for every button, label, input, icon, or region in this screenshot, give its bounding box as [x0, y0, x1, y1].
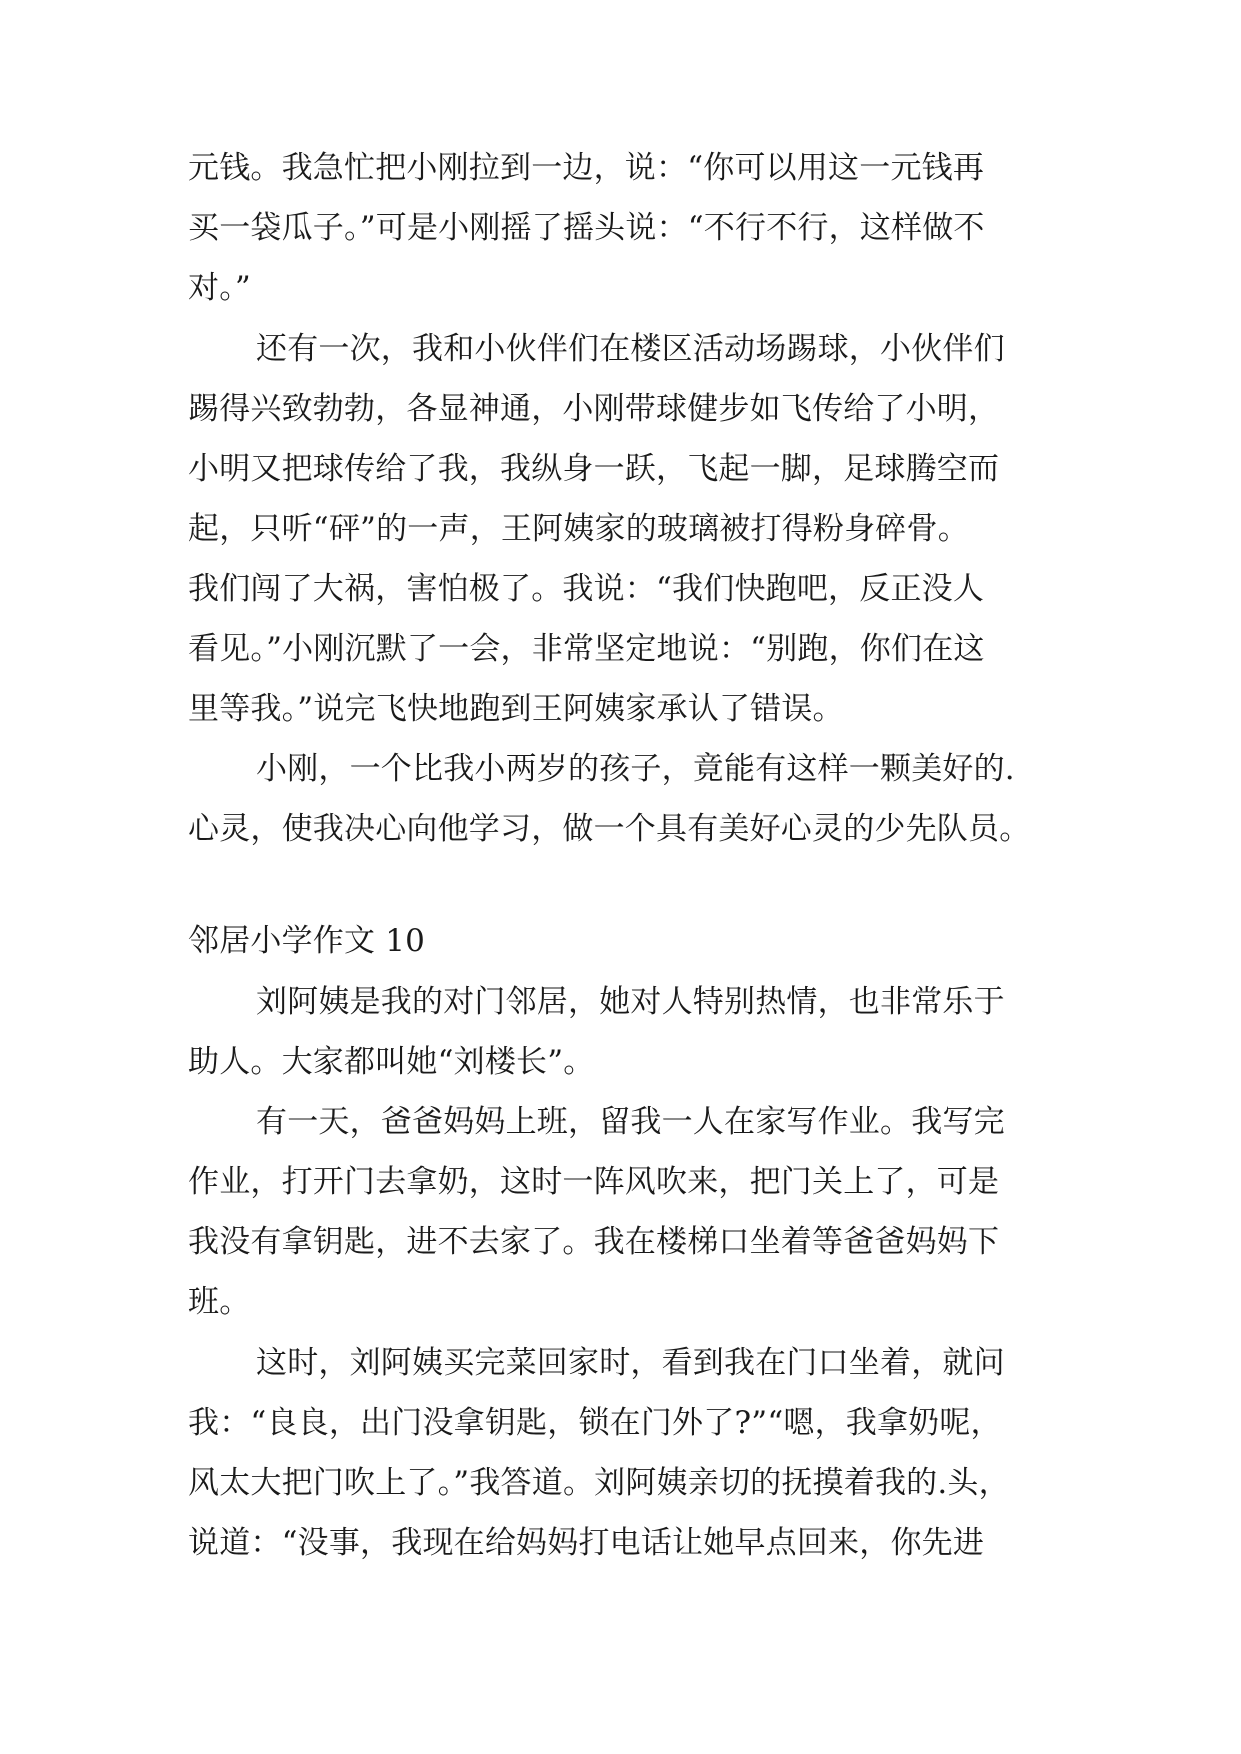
text-line: 班。	[188, 1284, 251, 1320]
text-line: 踢得兴致勃勃，各显神通，小刚带球健步如飞传给了小明，	[188, 391, 1000, 427]
text-line: 看见。”小刚沉默了一会，非常坚定地说：“别跑，你们在这	[188, 631, 985, 667]
text-line: 刘阿姨是我的对门邻居，她对人特别热情，也非常乐于	[256, 984, 1005, 1020]
text-line: 对。”	[188, 270, 251, 306]
text-line: 这时，刘阿姨买完菜回家时，看到我在门口坐着，就问	[256, 1345, 1005, 1381]
text-line: 有一天，爸爸妈妈上班，留我一人在家写作业。我写完	[256, 1104, 1005, 1140]
text-line: 还有一次，我和小伙伴们在楼区活动场踢球，小伙伴们	[256, 331, 1005, 367]
text-line: 风太大把门吹上了。”我答道。刘阿姨亲切的抚摸着我的.头，	[188, 1465, 1010, 1501]
text-line: 小刚，一个比我小两岁的孩子，竟能有这样一颗美好的.	[256, 751, 1015, 787]
text-line: 我没有拿钥匙，进不去家了。我在楼梯口坐着等爸爸妈妈下	[188, 1224, 1000, 1260]
text-line: 说道：“没事，我现在给妈妈打电话让她早点回来，你先进	[188, 1525, 985, 1561]
text-line: 买一袋瓜子。”可是小刚摇了摇头说：“不行不行，这样做不	[188, 210, 985, 246]
text-line: 助人。大家都叫她“刘楼长”。	[188, 1044, 595, 1080]
text-line: 我：“良良，出门没拿钥匙，锁在门外了?”“嗯，我拿奶呢，	[188, 1405, 1002, 1441]
text-line: 元钱。我急忙把小刚拉到一边，说：“你可以用这一元钱再	[188, 150, 985, 186]
text-line: 我们闯了大祸，害怕极了。我说：“我们快跑吧，反正没人	[188, 571, 985, 607]
text-line: 心灵，使我决心向他学习，做一个具有美好心灵的少先队员。	[188, 811, 1031, 847]
text-line: 起，只听“砰”的一声，王阿姨家的玻璃被打得粉身碎骨。	[188, 511, 969, 547]
text-line: 里等我。”说完飞快地跑到王阿姨家承认了错误。	[188, 691, 844, 727]
section-title: 邻居小学作文 10	[188, 923, 426, 959]
text-line: 作业，打开门去拿奶，这时一阵风吹来，把门关上了，可是	[188, 1164, 1000, 1200]
text-line: 小明又把球传给了我，我纵身一跃，飞起一脚，足球腾空而	[188, 451, 1000, 487]
